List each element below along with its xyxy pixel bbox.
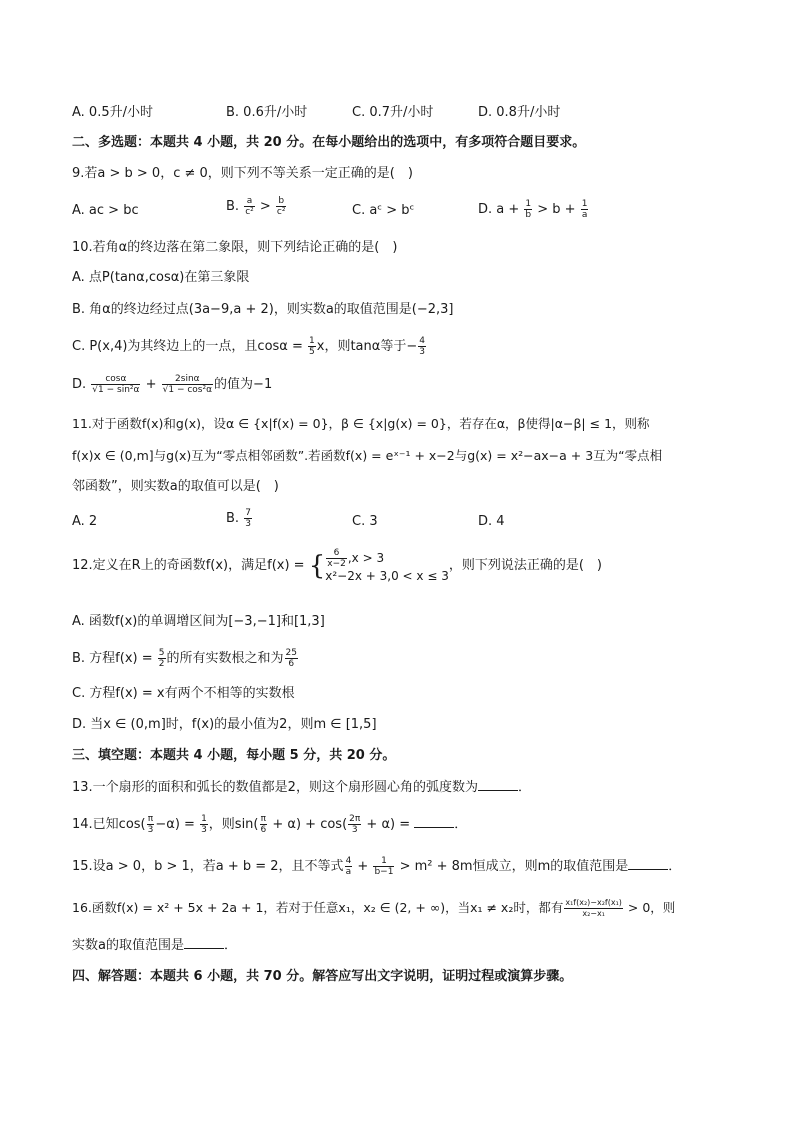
q16-line2-text: 实数a的取值范围是	[72, 938, 184, 953]
q10-stem: 10.若角α的终边落在第二象限，则下列结论正确的是( )	[72, 240, 398, 255]
q10-option-b: B. 角α的终边经过点(3a−9,a + 2)，则实数a的取值范围是(−2,3]	[72, 302, 454, 317]
q10-c-mid: x，则tanα等于−	[316, 339, 418, 354]
q14-frac3	[260, 814, 268, 835]
frac-den: 2	[158, 659, 165, 669]
q12-case-2: x²−2x + 3,0 < x ≤ 3	[325, 569, 449, 583]
frac-num: 2sinα	[162, 374, 213, 385]
frac-num: 4	[345, 856, 352, 866]
q9-option-c: C. aᶜ > bᶜ	[352, 203, 415, 218]
q16-post: > 0，则	[623, 900, 676, 915]
q12-b-frac2	[285, 648, 298, 669]
q11-line1: 11.对于函数f(x)和g(x)，设α ∈ {x|f(x) = 0}，β ∈ {x|g(x) = 0}，若存在α，β使得|α−β| ≤ 1，则称	[72, 416, 650, 431]
q9-b-mid: >	[255, 199, 275, 214]
q12-option-a: A. 函数f(x)的单调增区间为[−3,−1]和[1,3]	[72, 614, 325, 629]
q9-option-a: A. ac > bc	[72, 203, 139, 218]
frac-den: √1 − cos²α	[162, 385, 213, 395]
q9-stem: 9.若a > b > 0，c ≠ 0，则下列不等关系一定正确的是( )	[72, 166, 413, 181]
frac-den: √1 − sin²α	[92, 385, 140, 395]
q10-option-d	[72, 374, 734, 395]
q12-option-b	[72, 648, 734, 669]
q15	[72, 856, 734, 877]
q16-line2	[72, 936, 734, 956]
q14-p2: −α) =	[155, 817, 200, 832]
q9-b-frac1	[244, 196, 255, 217]
section-2-heading: 二、多选题：本题共 4 小题，共 20 分。在每小题给出的选项中，有多项符合题目要求。	[72, 135, 586, 150]
q12-case1-frac	[326, 548, 347, 569]
q15-end: ．	[668, 859, 682, 874]
frac-num: a	[244, 196, 255, 207]
q8-option-c: C. 0.7升/小时	[352, 105, 434, 120]
q12-option-d: D. 当x ∈ (0,m]时，f(x)的最小值为2，则m ∈ [1,5]	[72, 717, 377, 732]
q14-p1: 14.已知cos(	[72, 817, 146, 832]
frac-den: c²	[245, 207, 254, 217]
section-3-heading: 三、填空题：本题共 4 小题，每小题 5 分，共 20 分。	[72, 748, 396, 763]
frac-den: x−2	[327, 559, 346, 569]
q11-b-frac	[244, 508, 252, 529]
frac-den: 5	[309, 347, 315, 357]
frac-den: 3	[147, 825, 154, 835]
q12-stem-pre: 12.定义在R上的奇函数f(x)，满足f(x) =	[72, 558, 309, 573]
q16-answer-blank[interactable]	[184, 936, 224, 949]
q12-option-c: C. 方程f(x) = x有两个不相等的实数根	[72, 686, 295, 701]
q10-d-frac2	[162, 374, 213, 395]
q9-d-label: D. a +	[478, 202, 524, 217]
frac-den: 3	[245, 519, 251, 529]
frac-den: a	[345, 867, 352, 877]
section-4-heading: 四、解答题：本题共 6 小题，共 70 分。解答应写出文字说明，证明过程或演算步骤。	[72, 969, 573, 984]
q14-p3: ，则sin(	[208, 817, 259, 832]
q10-c-frac1	[308, 336, 316, 357]
q14-p5: + α) =	[362, 817, 415, 832]
frac-den: 6	[288, 659, 295, 669]
frac-num: 1	[309, 336, 315, 346]
frac-num: x₁f(x₂)−x₂f(x₁)	[565, 898, 622, 907]
q15-frac2	[373, 856, 394, 877]
frac-num: 7	[245, 508, 251, 518]
q10-d-post: 的值为−1	[214, 377, 273, 392]
q16-frac	[564, 898, 623, 919]
q9-d-mid: > b +	[533, 202, 580, 217]
q14-frac2	[200, 814, 208, 835]
q16-line1	[72, 898, 734, 919]
q12-b-frac1	[158, 648, 166, 669]
frac-den: a	[581, 210, 588, 220]
frac-den: b−1	[374, 867, 394, 877]
frac-den: x₂−x₁	[582, 909, 605, 918]
q8-option-a: A. 0.5升/小时	[72, 105, 153, 120]
q13-text: 13.一个扇形的面积和弧长的数值都是2，则这个扇形圆心角的弧度数为	[72, 780, 478, 795]
q10-c-frac2	[418, 336, 426, 357]
q10-d-pre: D.	[72, 377, 91, 392]
q9-d-frac2	[581, 199, 589, 220]
q14-frac4	[348, 814, 361, 835]
q13-end: ．	[517, 780, 531, 795]
q9-option-d	[478, 199, 589, 220]
q15-pre: 15.设a > 0，b > 1，若a + b = 2，且不等式	[72, 859, 344, 874]
frac-den: 3	[201, 825, 207, 835]
q14-frac1	[147, 814, 155, 835]
q14-p4: + α) + cos(	[268, 817, 348, 832]
frac-num: π	[147, 814, 154, 824]
q12-case1-cond: ,x > 3	[347, 551, 385, 565]
q15-frac1	[345, 856, 353, 877]
q10-d-frac1	[91, 374, 140, 395]
q11-line2: f(x)x ∈ (0,m]与g(x)互为“零点相邻函数”.若函数f(x) = eˣ⁻¹ + x−2与g(x) = x²−ax−a + 3互为“零点相	[72, 448, 663, 463]
q14	[72, 814, 734, 835]
q10-c-pre: C. P(x,4)为其终边上的一点，且cosα =	[72, 339, 308, 354]
q12-piecewise	[325, 548, 449, 583]
frac-num: 25	[285, 648, 297, 658]
q14-end: ．	[454, 817, 468, 832]
frac-num: 2π	[349, 814, 361, 824]
frac-den: c²	[276, 207, 286, 217]
q8-option-d: D. 0.8升/小时	[478, 105, 561, 120]
q11-option-c: C. 3	[352, 514, 378, 529]
frac-num: 1	[581, 199, 588, 209]
q12-stem-post: ，则下列说法正确的是( )	[448, 558, 602, 573]
q11-option-d: D. 4	[478, 514, 505, 529]
q16-end: ．	[223, 938, 237, 953]
q12-stem	[72, 548, 734, 583]
q12-b-pre: B. 方程f(x) =	[72, 651, 157, 666]
q15-answer-blank[interactable]	[628, 857, 668, 870]
q15-mid: +	[353, 859, 373, 874]
frac-num: π	[260, 814, 267, 824]
q8-option-b: B. 0.6升/小时	[226, 105, 308, 120]
q9-d-frac1	[524, 199, 532, 220]
q10-option-a: A. 点P(tanα,cosα)在第三象限	[72, 270, 250, 285]
q9-b-label: B.	[226, 199, 244, 214]
frac-num: 4	[419, 336, 425, 346]
q11-option-b	[226, 508, 253, 529]
frac-num: 5	[158, 648, 165, 658]
frac-num: 1	[373, 856, 394, 867]
q9-option-b	[226, 196, 287, 217]
q13-answer-blank[interactable]	[478, 778, 518, 791]
q10-d-mid: +	[141, 377, 161, 392]
frac-num: cosα	[91, 374, 140, 385]
q12-b-mid: 的所有实数根之和为	[166, 651, 284, 666]
q15-post: > m² + 8m恒成立，则m的取值范围是	[395, 859, 629, 874]
q11-b-label: B.	[226, 511, 244, 526]
q11-option-a: A. 2	[72, 514, 98, 529]
frac-den: 3	[419, 347, 425, 357]
frac-den: 3	[351, 825, 358, 835]
q11-line3: 邻函数”，则实数a的取值可以是( )	[72, 479, 279, 494]
frac-den: 6	[260, 825, 267, 835]
q9-b-frac2	[276, 196, 287, 217]
q12-case-1	[325, 548, 449, 569]
q10-option-c	[72, 336, 734, 357]
q13	[72, 778, 734, 798]
frac-num: b	[276, 196, 287, 207]
brace-icon: {	[308, 550, 326, 581]
frac-num: 1	[201, 814, 207, 824]
frac-num: 1	[525, 199, 532, 209]
q16-pre: 16.函数f(x) = x² + 5x + 2a + 1，若对于任意x₁，x₂ ∈ (2, + ∞)，当x₁ ≠ x₂时，都有	[72, 900, 564, 915]
frac-den: b	[525, 210, 532, 220]
frac-num: 6	[326, 548, 347, 559]
q14-answer-blank[interactable]	[414, 815, 454, 828]
